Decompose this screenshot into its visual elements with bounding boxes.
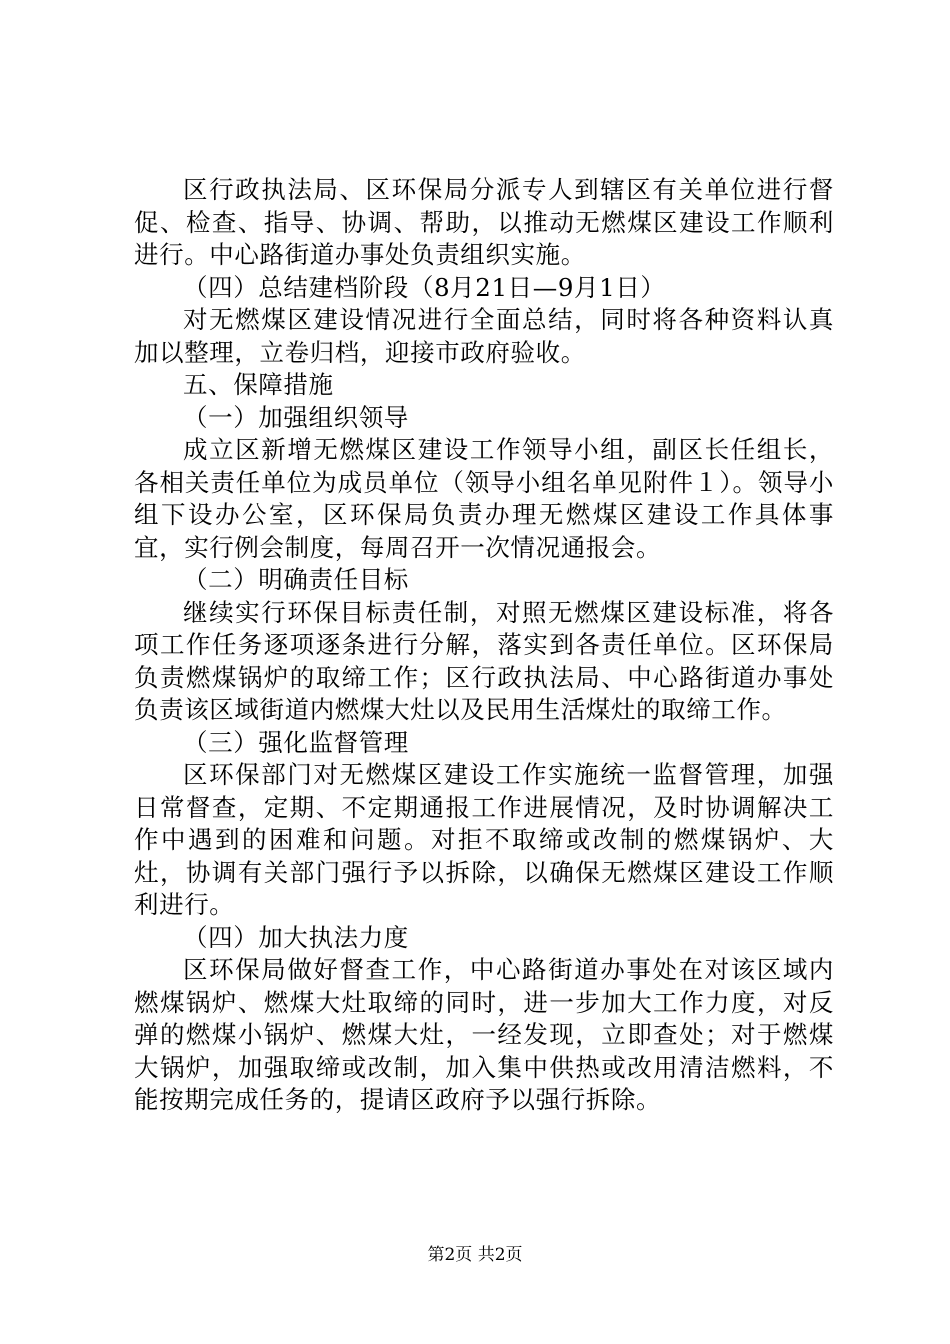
heading-responsibility: （二）明确责任目标	[183, 565, 409, 594]
paragraph-responsibility: 继续实行环保目标责任制，对照无燃煤区建设标准，将各项工作任务逐项逐条进行分解，落实到各责任单位。区环保局负责燃煤锅炉的取缔工作；区行政执法局、中心路街道办事处负责该区域街道内燃煤大灶以及民用生活煤灶的取缔工作。	[134, 597, 834, 724]
heading-organization: （一）加强组织领导	[183, 402, 409, 432]
paragraph-supervision: 区行政执法局、区环保局分派专人到辖区有关单位进行督促、检查、指导、协调、帮助，以推动无燃煤区建设工作顺利进行。中心路街道办事处负责组织实施。	[134, 175, 834, 269]
paragraph-summary: 对无燃煤区建设情况进行全面总结，同时将各种资料认真加以整理，立卷归档，迎接市政府验收。	[134, 305, 834, 367]
paragraph-supervision-management: 区环保部门对无燃煤区建设工作实施统一监督管理，加强日常督查，定期、不定期通报工作进展情况，及时协调解决工作中遇到的困难和问题。对拒不取缔或改制的燃煤锅炉、大灶，协调有关部门强行予以拆除，以确保无燃煤区建设工作顺利进行。	[134, 760, 834, 919]
heading-summary-stage: （四）总结建档阶段（8月21日—9月1日）	[183, 272, 666, 302]
paragraph-enforcement: 区环保局做好督查工作，中心路街道办事处在对该区域内燃煤锅炉、燃煤大灶取缔的同时，进一步加大工作力度，对反弹的燃煤小锅炉、燃煤大灶，一经发现，立即查处；对于燃煤大锅炉，加强取缔或改制，加入集中供热或改用清洁燃料，不能按期完成任务的，提请区政府予以强行拆除。	[134, 955, 834, 1114]
heading-enforcement: （四）加大执法力度	[183, 922, 409, 952]
heading-supervision-management: （三）强化监督管理	[183, 727, 409, 757]
page-number-footer: 第2页 共2页	[427, 1245, 523, 1265]
document-body	[134, 174, 834, 1117]
heading-safeguards: 五、保障措施	[183, 370, 334, 399]
paragraph-organization: 成立区新增无燃煤区建设工作领导小组，副区长任组长，各相关责任单位为成员单位（领导小组名单见附件１）。领导小组下设办公室，区环保局负责办理无燃煤区建设工作具体事宜，实行例会制度，每周召开一次情况通报会。	[134, 435, 834, 562]
